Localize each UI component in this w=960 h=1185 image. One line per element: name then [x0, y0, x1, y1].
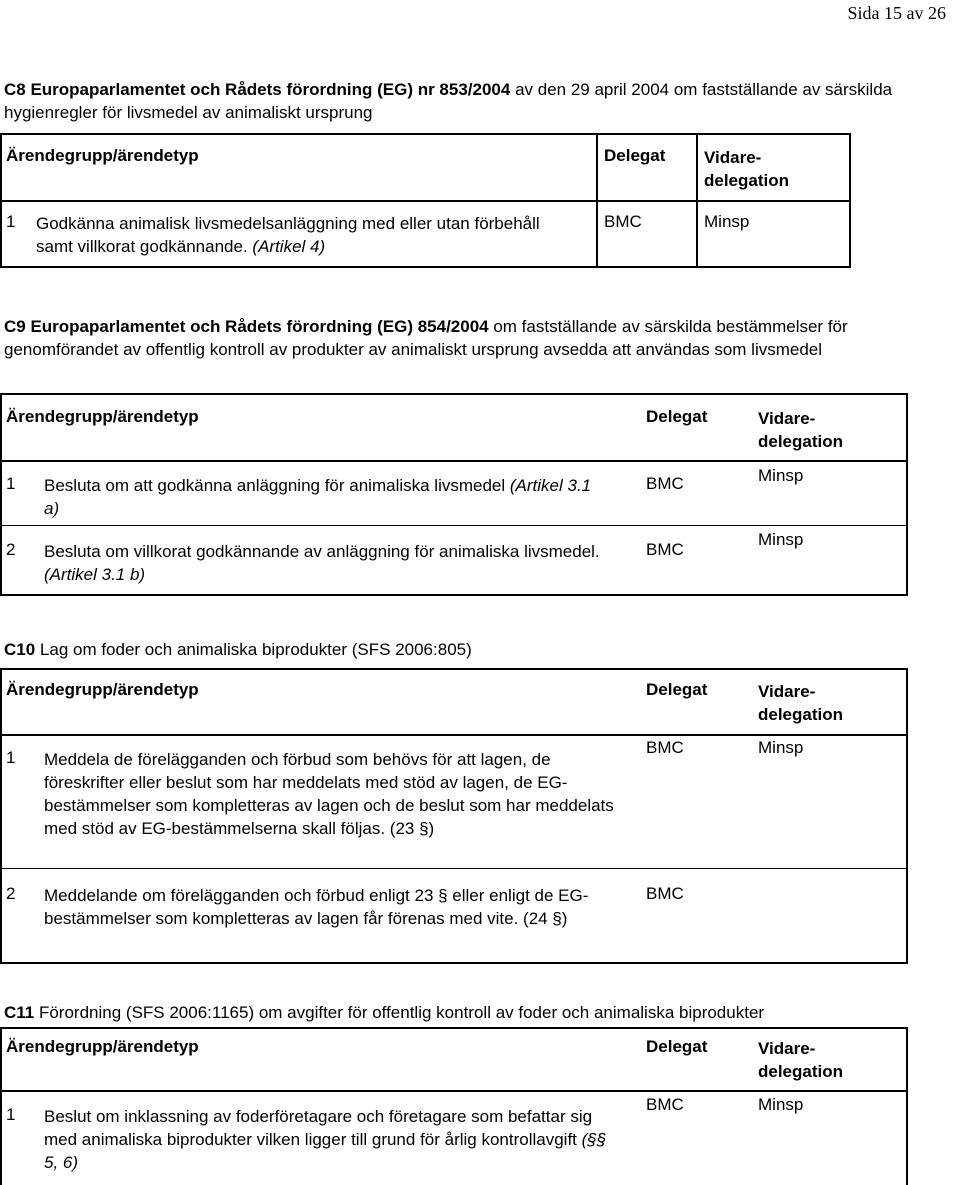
c9-col-vidare-1: Vidare-	[758, 409, 816, 428]
c9-row-2-text	[44, 540, 614, 586]
c9-row-2-vidare: Minsp	[758, 530, 804, 549]
c10-row-1-num: 1	[6, 748, 16, 767]
c9-col-vidare-2: delegation	[758, 432, 844, 451]
section-c9-title: C9 Europaparlamentet och Rådets förordning (EG) 854/2004	[4, 317, 489, 336]
c9-row-1-vidare: Minsp	[758, 466, 804, 485]
c10-row-1-vidare: Minsp	[758, 738, 804, 757]
c11-row-1-num: 1	[6, 1105, 16, 1124]
section-c11-title: C11	[4, 1003, 35, 1022]
c11-col-vidare-1: Vidare-	[758, 1039, 816, 1058]
c8-row-1-delegat: BMC	[604, 212, 642, 231]
section-c11-subtitle: Förordning (SFS 2006:1165) om avgifter för offentlig kontroll av foder och animaliska biprodukter	[34, 1003, 765, 1022]
c11-row-1-text	[44, 1105, 619, 1174]
c10-col-vidare	[758, 680, 843, 726]
c9-row-1-ref: (Artikel 3.1 a)	[44, 476, 592, 518]
c9-row-1-desc: Besluta om att godkänna anläggning för animaliska livsmedel	[44, 476, 510, 495]
c11-header-divider	[0, 1090, 908, 1092]
c11-row-1-ref: (§§ 5, 6)	[44, 1130, 607, 1172]
c9-row-2-delegat: BMC	[646, 540, 684, 559]
c11-row-1-vidare: Minsp	[758, 1095, 804, 1114]
c10-col-vidare-2: delegation	[758, 705, 844, 724]
c11-col-vidare	[758, 1037, 843, 1083]
c10-row-2-num: 2	[6, 884, 16, 903]
c10-col-vidare-1: Vidare-	[758, 682, 816, 701]
c8-row-1-vidare: Minsp	[704, 212, 750, 231]
c8-col-delegat: Delegat	[604, 146, 666, 165]
section-c8-subtitle: av den 29 april 2004 om fastställande av särskilda hygienregler för livsmedel av animaliskt ursprung	[4, 80, 893, 122]
c9-header-divider	[0, 460, 908, 462]
section-c10-title: C10	[4, 640, 36, 659]
c11-row-1-delegat: BMC	[646, 1095, 684, 1114]
c10-row-divider	[0, 868, 908, 869]
section-c10-heading	[4, 638, 954, 661]
c9-row-2-ref: (Artikel 3.1 b)	[44, 565, 146, 584]
c9-row-1-delegat: BMC	[646, 474, 684, 493]
c11-col-delegat: Delegat	[646, 1037, 708, 1056]
section-c9-heading	[4, 315, 959, 361]
c8-row-1-num: 1	[6, 212, 16, 231]
c11-row-1-desc: Beslut om inklassning av foderföretagare och företagare som befattar sig med animaliska biprodukter vilken ligger till grund för årlig kontrollavgift	[44, 1107, 593, 1149]
c10-row-1-text: Meddela de förelägganden och förbud som behövs för att lagen, de föreskrifter eller beslut som har meddelats med stöd av lagen, de EG-bestämmelser som kompletteras av lagen och de beslut som har meddelats med stöd av EG-bestämmelserna skall följas. (23 §)	[44, 750, 614, 838]
c11-col-vidare-2: delegation	[758, 1062, 844, 1081]
c10-row-2-text: Meddelande om förelägganden och förbud enligt 23 § eller enligt de EG-bestämmelser som kompletteras av lagen får förenas med vite. (24 §)	[44, 886, 589, 928]
c9-row-2-desc: Besluta om villkorat godkännande av anläggning för animaliska livsmedel.	[44, 542, 600, 561]
c8-row-1-ref: (Artikel 4)	[252, 237, 326, 256]
c8-col-vidare-1: Vidare-	[704, 148, 762, 167]
c8-row-1-text	[36, 212, 576, 258]
c9-col-type: Ärendegrupp/ärendetyp	[6, 407, 199, 426]
section-c10-subtitle: Lag om foder och animaliska biprodukter (SFS 2006:805)	[35, 640, 472, 659]
c9-row-divider	[0, 525, 908, 526]
c10-header-divider	[0, 734, 908, 736]
c8-row-1-desc: Godkänna animalisk livsmedelsanläggning med eller utan förbehåll samt villkorat godkännande.	[36, 214, 540, 256]
c10-col-delegat: Delegat	[646, 680, 708, 699]
c10-col-type: Ärendegrupp/ärendetyp	[6, 680, 199, 699]
c9-row-1-num: 1	[6, 474, 16, 493]
c10-row-2-delegat: BMC	[646, 884, 684, 903]
c9-row-1-text	[44, 474, 604, 520]
section-c11-heading	[4, 1001, 959, 1024]
section-c8-title: C8 Europaparlamentet och Rådets förordning (EG) nr 853/2004	[4, 80, 511, 99]
c8-row-divider	[0, 200, 851, 202]
c11-col-type: Ärendegrupp/ärendetyp	[6, 1037, 199, 1056]
section-c8-heading	[4, 78, 954, 124]
page-number: Sida 15 av 26	[847, 3, 946, 23]
c9-col-delegat: Delegat	[646, 407, 708, 426]
c10-row-1-delegat: BMC	[646, 738, 684, 757]
c8-col-vidare-2: delegation	[704, 171, 790, 190]
c8-col-vidare	[704, 146, 789, 192]
section-c9-subtitle: om fastställande av särskilda bestämmelser för genomförandet av offentlig kontroll av produkter av animaliskt ursprung avsedda att användas som livsmedel	[4, 317, 848, 359]
c8-col-type: Ärendegrupp/ärendetyp	[6, 146, 199, 165]
c9-row-2-num: 2	[6, 540, 16, 559]
c9-col-vidare	[758, 407, 843, 453]
